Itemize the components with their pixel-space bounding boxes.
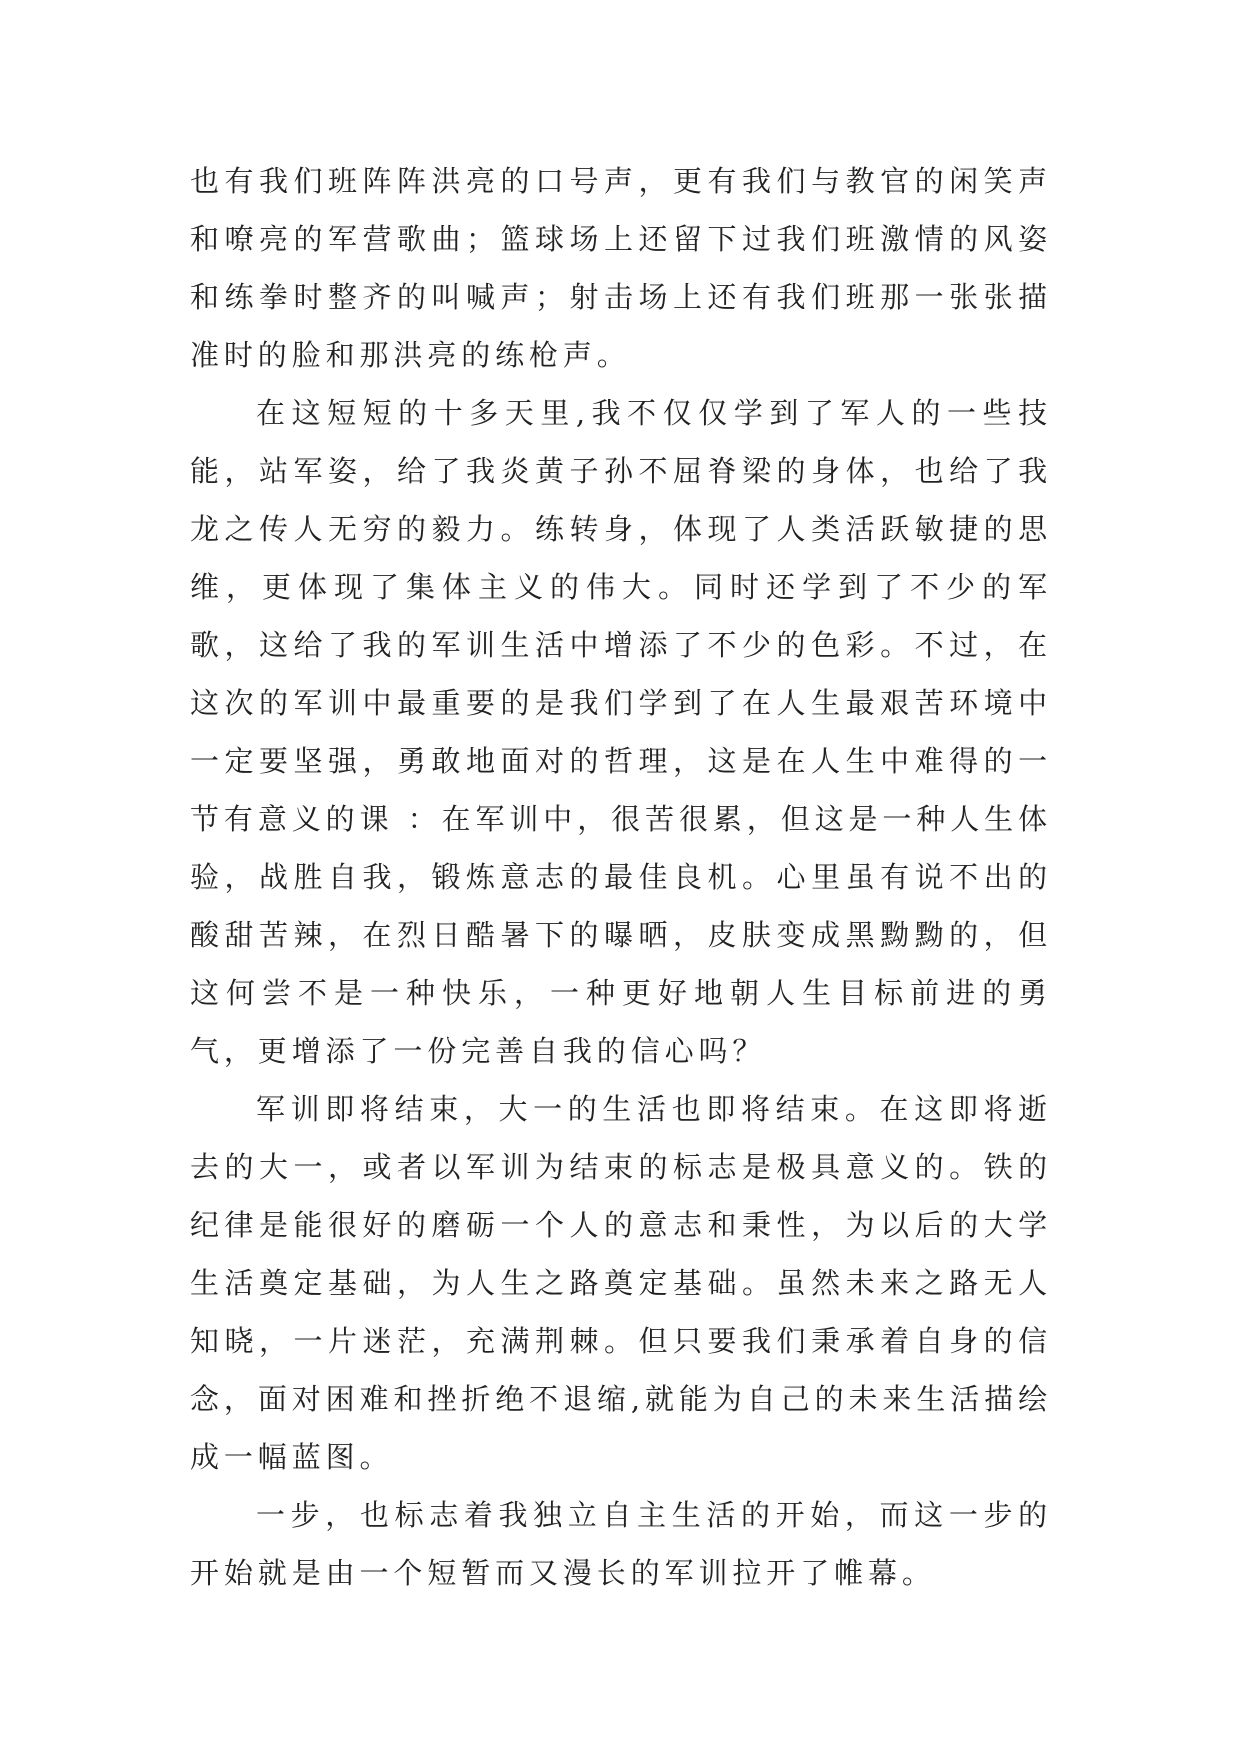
paragraph-training-ending: 军训即将结束，大一的生活也即将结束。在这即将逝去的大一，或者以军训为结束的标志是极具意义的。铁的纪律是能很好的磨砺一个人的意志和秉性，为以后的大学生活奠定基础，为人生之路奠定基础。虽然未来之路无人知晓，一片迷茫，充满荆棘。但只要我们秉承着自身的信念，面对困难和挫折绝不退缩,就能为自己的未来生活描绘成一幅蓝图。 [190,1092,1052,1474]
paragraph-first-step: 一步，也标志着我独立自主生活的开始，而这一步的开始就是由一个短暂而又漫长的军训拉开了帷幕。 [190,1498,1052,1590]
document-body [190,152,1052,1602]
paragraph-training-skills: 在这短短的十多天里,我不仅仅学到了军人的一些技能，站军姿，给了我炎黄子孙不屈脊梁的身体，也给了我龙之传人无穷的毅力。练转身，体现了人类活跃敏捷的思维，更体现了集体主义的伟大。同时还学到了不少的军歌，这给了我的军训生活中增添了不少的色彩。不过，在这次的军训中最重要的是我们学到了在人生最艰苦环境中一定要坚强，勇敢地面对的哲理，这是在人生中难得的一节有意义的课 ：在军训中，很苦很累，但这是一种人生体验，战胜自我，锻炼意志的最佳良机。心里虽有说不出的酸甜苦辣，在烈日酷暑下的曝晒，皮肤变成黑黝黝的，但这何尝不是一种快乐，一种更好地朝人生目标前进的勇气，更增添了一份完善自我的信心吗？ [190,396,1052,1068]
paragraph-continued: 也有我们班阵阵洪亮的口号声，更有我们与教官的闲笑声和嘹亮的军营歌曲；篮球场上还留下过我们班激情的风姿和练拳时整齐的叫喊声；射击场上还有我们班那一张张描准时的脸和那洪亮的练枪声。 [190,164,1052,372]
